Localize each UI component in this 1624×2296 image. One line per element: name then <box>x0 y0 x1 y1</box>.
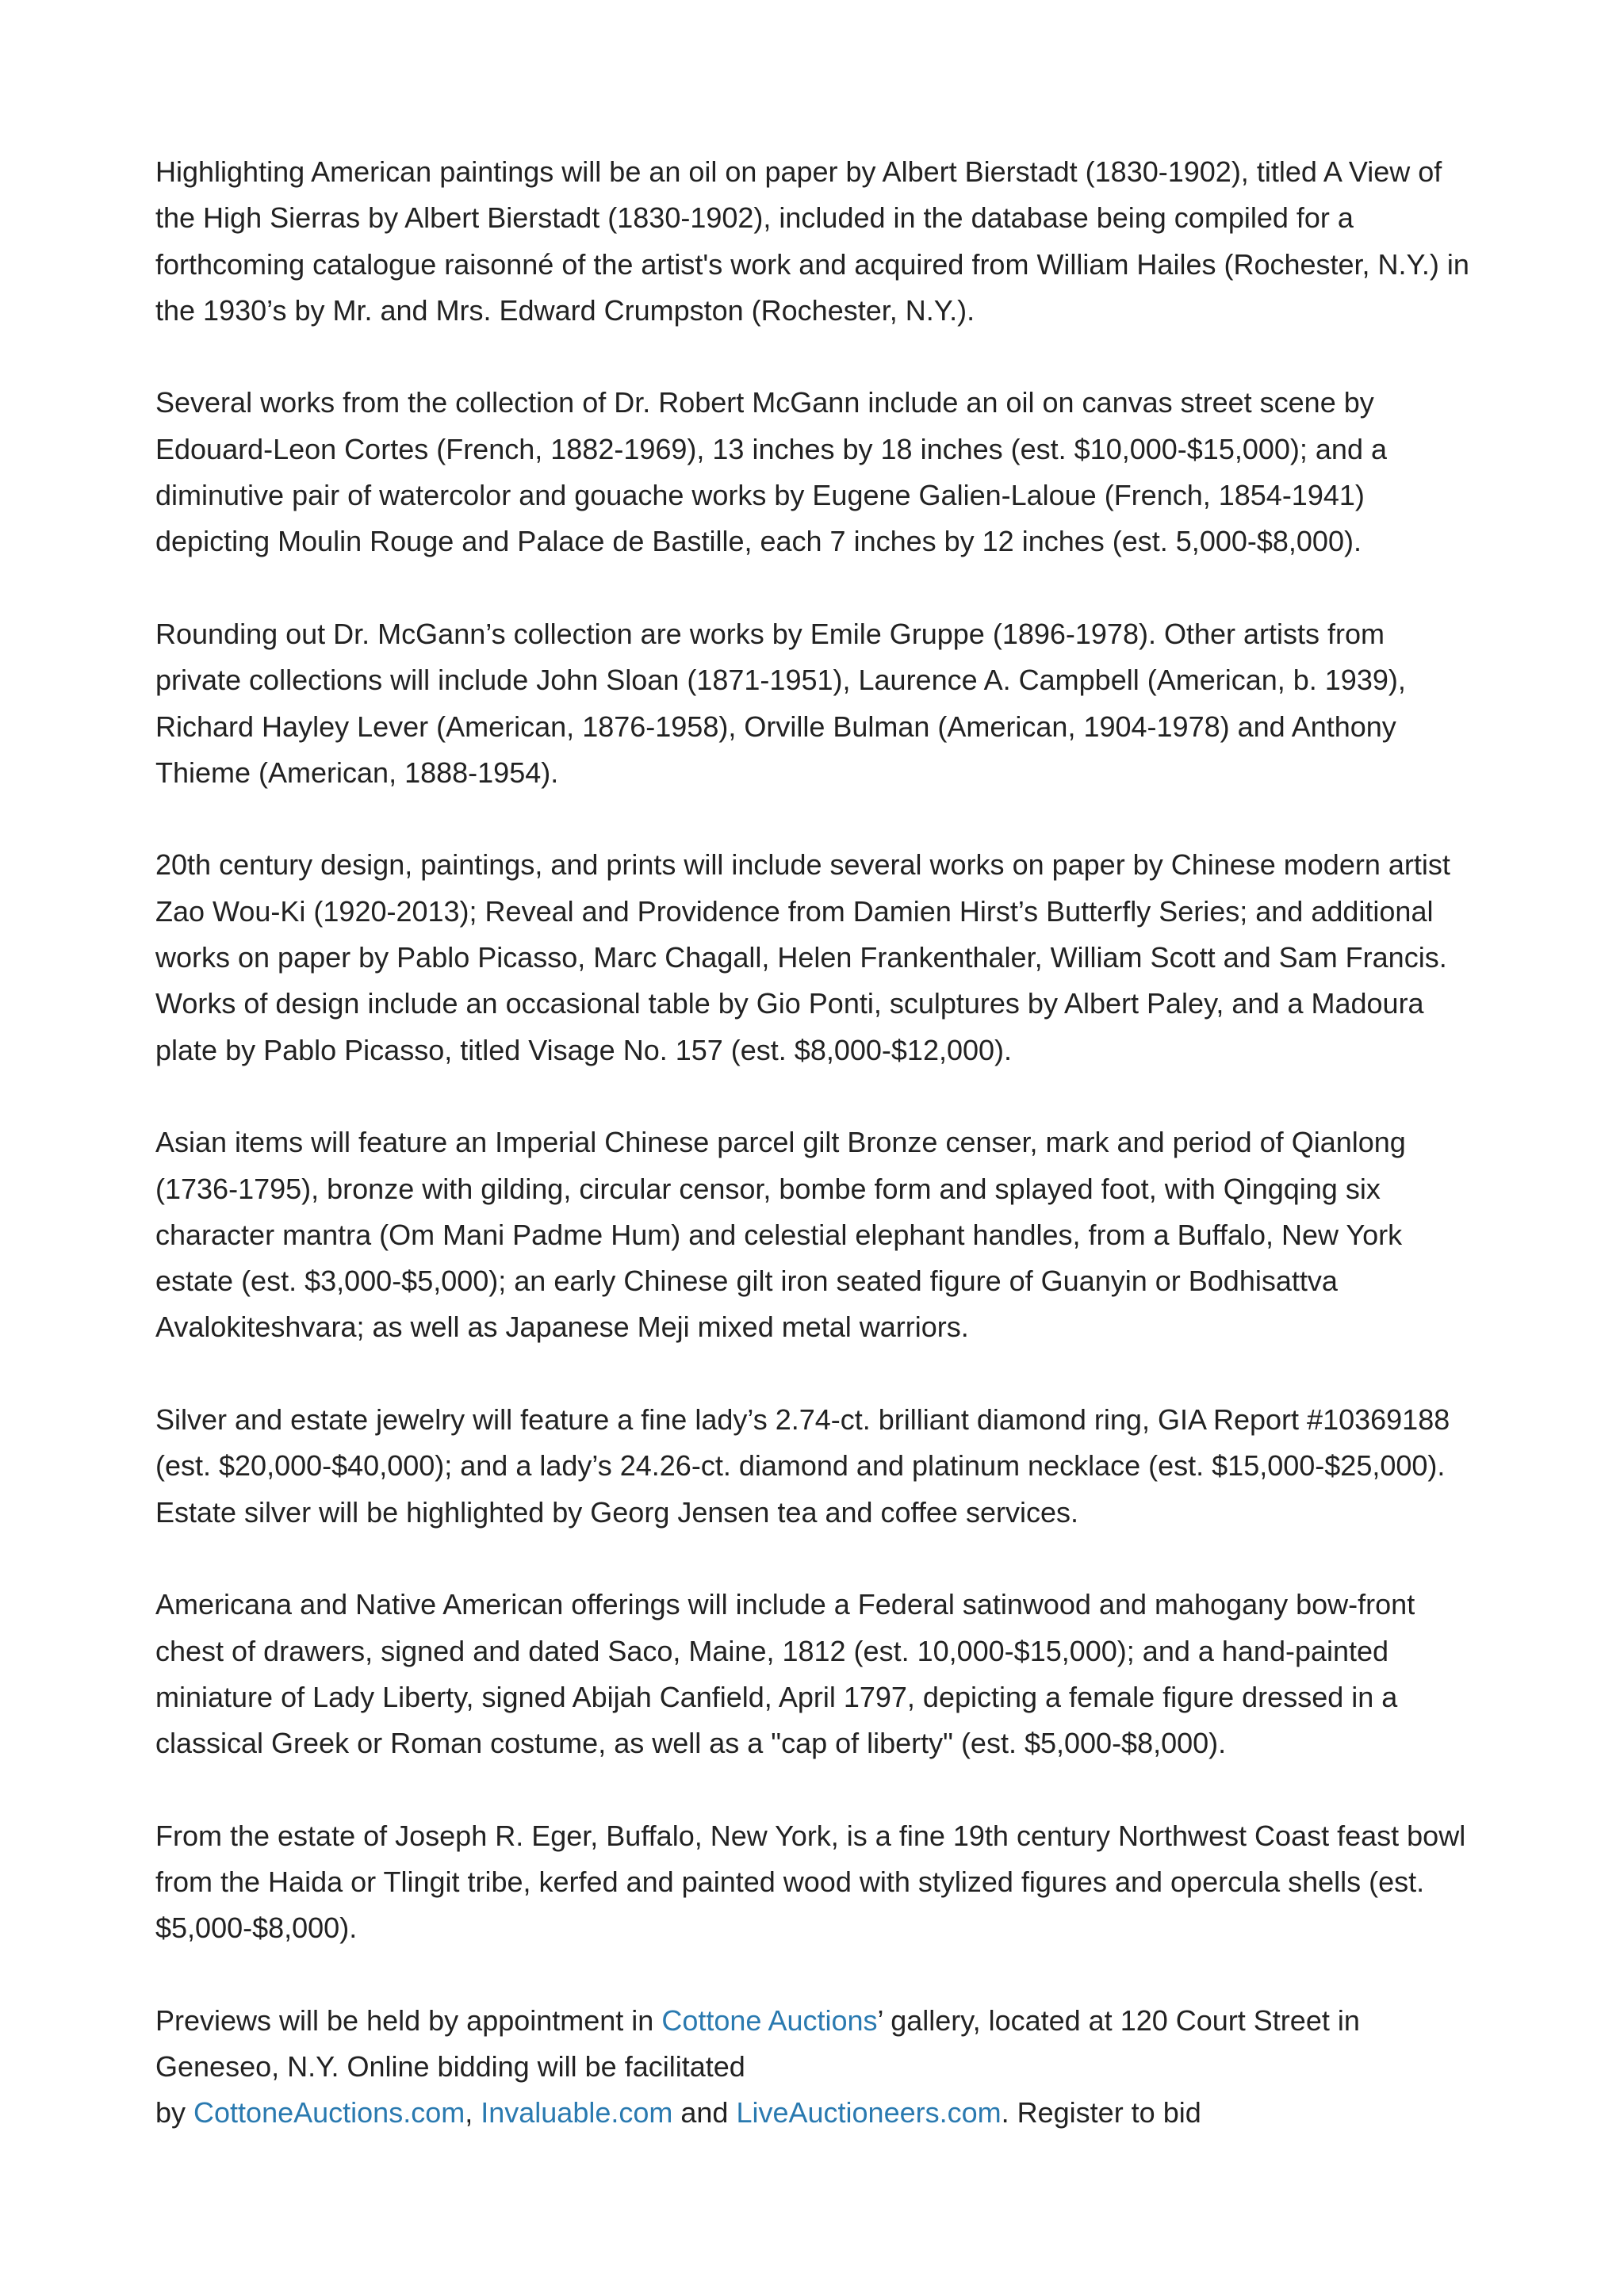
by-prefix: by <box>155 2096 194 2130</box>
paragraph-americana: Americana and Native American offerings will include a Federal satinwood and mahogany bow-front chest of drawers, signed and dated Saco, Maine, 1812 (est. 10,000-$15,000); and a hand-painted miniature of Lady Liberty, signed Abijah Canfield, April 1797, depicting a female figure dressed in a classical Greek or Roman costume, as well as a "cap of liberty" (est. $5,000-$8,000). <box>155 1588 1415 1760</box>
paragraph-asian-items: Asian items will feature an Imperial Chinese parcel gilt Bronze censer, mark and period of Qianlong (1736-1795), bronze with gilding, circular censor, bombe form and splayed foot, with Qingqing six character mantra (Om Mani Padme Hum) and celestial elephant handles, from a Buffalo, New York estate (est. $3,000-$5,000); an early Chinese gilt iron seated figure of Guanyin or Bodhisattva Avalokiteshvara; as well as Japanese Meji mixed metal warriors. <box>155 1126 1406 1344</box>
paragraph-bierstadt: Highlighting American paintings will be an oil on paper by Albert Bierstadt (1830-1902), titled A View of the High Sierras by Albert Bierstadt (1830-1902), included in the database being compiled for a forthcoming catalogue raisonné of the artist's work and acquired from William Hailes (Rochester, N.Y.) in the 1930’s by Mr. and Mrs. Edward Crumpston (Rochester, N.Y.). <box>155 155 1469 327</box>
paragraph-silver-jewelry: Silver and estate jewelry will feature a fine lady’s 2.74-ct. brilliant diamond ring, GIA Report #10369188 (est. $20,000-$40,000); and a lady’s 24.26-ct. diamond and platinum necklace (est. $15,000-$25,000). Estate silver will be highlighted by Georg Jensen tea and coffee services. <box>155 1403 1450 1529</box>
previews-text-start: Previews will be held by appointment in <box>155 2003 662 2037</box>
paragraph-20th-century-design: 20th century design, paintings, and prints will include several works on paper by Chinese modern artist Zao Wou-Ki (1920-2013); Reveal and Providence from Damien Hirst’s Butterfly Series; and additional works on paper by Pablo Picasso, Marc Chagall, Helen Frankenthaler, William Scott and Sam Francis. Works of design include an occasional table by Gio Ponti, sculptures by Albert Paley, and a Madoura plate by Pablo Picasso, titled Visage No. 157 (est. $8,000-$12,000). <box>155 848 1450 1066</box>
bidding-links-line <box>155 2090 1472 2136</box>
article-body <box>155 149 1472 2183</box>
paragraph-eger-estate: From the estate of Joseph R. Eger, Buffalo, New York, is a fine 19th century Northwest Coast feast bowl from the Haida or Tlingit tribe, kerfed and painted wood with stylized figures and opercula shells (est. $5,000-$8,000). <box>155 1819 1466 1945</box>
paragraph-previews <box>155 1998 1472 2137</box>
paragraph-other-artists: Rounding out Dr. McGann’s collection are works by Emile Gruppe (1896-1978). Other artists from private collections will include John Sloan (1871-1951), Laurence A. Campbell (American, b. 1939), Richard Hayley Lever (American, 1876-1958), Orville Bulman (American, 1904-1978) and Anthony Thieme (American, 1888-1954). <box>155 617 1406 789</box>
cottone-auctions-link[interactable]: Cottone Auctions <box>661 2003 878 2037</box>
separator-and: and <box>672 2096 737 2130</box>
register-to-bid-text: . Register to bid <box>1001 2096 1201 2130</box>
invaluable-com-link[interactable]: Invaluable.com <box>481 2096 673 2130</box>
cottoneauctions-com-link[interactable]: CottoneAuctions.com <box>193 2096 465 2130</box>
previews-text-gallery: ’ gallery, located at 120 Court Street in Geneseo, N.Y. Online bidding will be facilitated <box>155 2003 1360 2084</box>
separator-comma: , <box>465 2096 481 2130</box>
liveauctioneers-com-link[interactable]: LiveAuctioneers.com <box>736 2096 1002 2130</box>
paragraph-mcgann-collection: Several works from the collection of Dr. Robert McGann include an oil on canvas street scene by Edouard-Leon Cortes (French, 1882-1969), 13 inches by 18 inches (est. $10,000-$15,000); and a diminutive pair of watercolor and gouache works by Eugene Galien-Laloue (French, 1854-1941) depicting Moulin Rouge and Palace de Bastille, each 7 inches by 12 inches (est. 5,000-$8,000). <box>155 386 1387 558</box>
